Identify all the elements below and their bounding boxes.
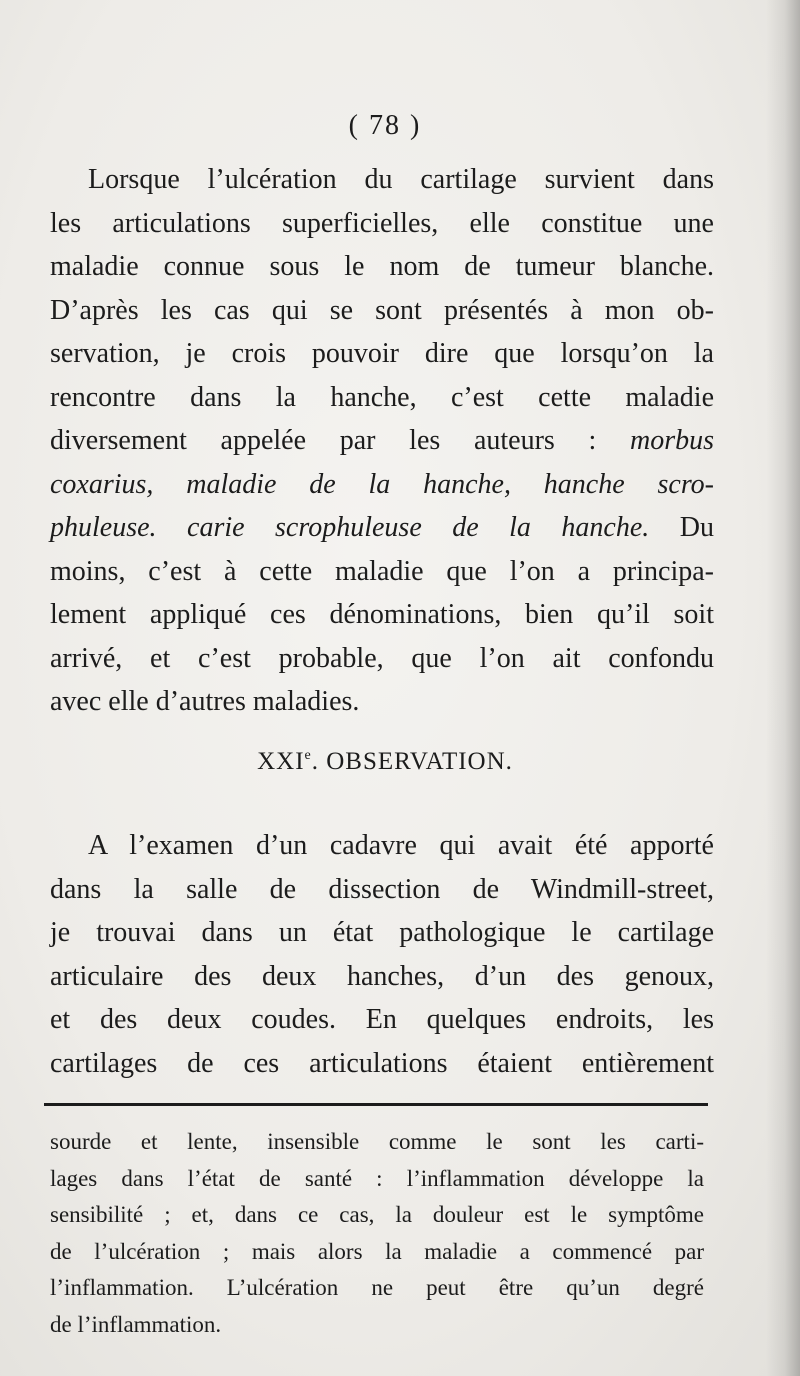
text-line: cartilages de ces articulations étaient entièrement <box>50 1047 714 1079</box>
text-line: Lorsque l’ulcération du cartilage survient dans <box>88 164 714 195</box>
text-line: lement appliqué ces dénominations, bien qu’il soit <box>50 599 714 630</box>
footnote-line: sensibilité ; et, dans ce cas, la douleur est le symptôme <box>50 1202 704 1227</box>
text-line: articulaire des deux hanches, d’un des genoux, <box>50 960 714 992</box>
text-line: et des deux coudes. En quelques endroits, les <box>50 1004 714 1035</box>
text-line: A l’examen d’un cadavre qui avait été apporté <box>88 830 714 861</box>
footnote-line: de l’inflammation. <box>50 1311 222 1337</box>
text-line: servation, je crois pouvoir dire que lorsqu’on la <box>50 338 714 369</box>
text-line: rencontre dans la hanche, c’est cette maladie <box>50 381 714 413</box>
italic-term: phuleuse. carie scrophuleuse de la hanche. <box>50 512 650 543</box>
footnote-divider <box>44 1103 708 1106</box>
text-line: diversement appelée par les auteurs : morbus <box>50 425 714 456</box>
footnote-line: de l’ulcération ; mais alors la maladie a commencé par <box>50 1238 704 1264</box>
text-line: maladie connue sous le nom de tumeur blanche. <box>50 251 714 282</box>
footnote-line: sourde et lente, insensible comme le sont les carti- <box>50 1129 704 1154</box>
page-number: ( 78 ) <box>348 110 422 141</box>
italic-term: morbus <box>629 425 714 456</box>
text-line-italic: coxarius, maladie de la hanche, hanche scro- <box>50 468 714 500</box>
text-line: D’après les cas qui se sont présentés à mon ob- <box>50 294 714 326</box>
text-line: phuleuse. carie scrophuleuse de la hanche. Du <box>50 512 714 543</box>
paragraph-2 <box>50 824 714 1085</box>
footnote-line: lages dans l’état de santé : l’inflammation développe la <box>50 1165 704 1191</box>
section-heading: XXIe. OBSERVATION. <box>257 748 513 775</box>
text-line: je trouvai dans un état pathologique le cartilage <box>50 917 714 948</box>
text-line: moins, c’est à cette maladie que l’on a principa- <box>50 555 714 587</box>
text-line: les articulations superficielles, elle constitue une <box>50 207 714 239</box>
text-line: arrivé, et c’est probable, que l’on ait confondu <box>50 642 714 674</box>
paragraph-1 <box>50 158 714 724</box>
text-line: avec elle d’autres maladies. <box>50 686 360 717</box>
footnote <box>50 1124 704 1343</box>
text-line: dans la salle de dissection de Windmill-street, <box>50 873 714 905</box>
footnote-line: l’inflammation. L’ulcération ne peut être qu’un degré <box>50 1275 704 1300</box>
page-edge-shadow <box>766 0 800 1376</box>
